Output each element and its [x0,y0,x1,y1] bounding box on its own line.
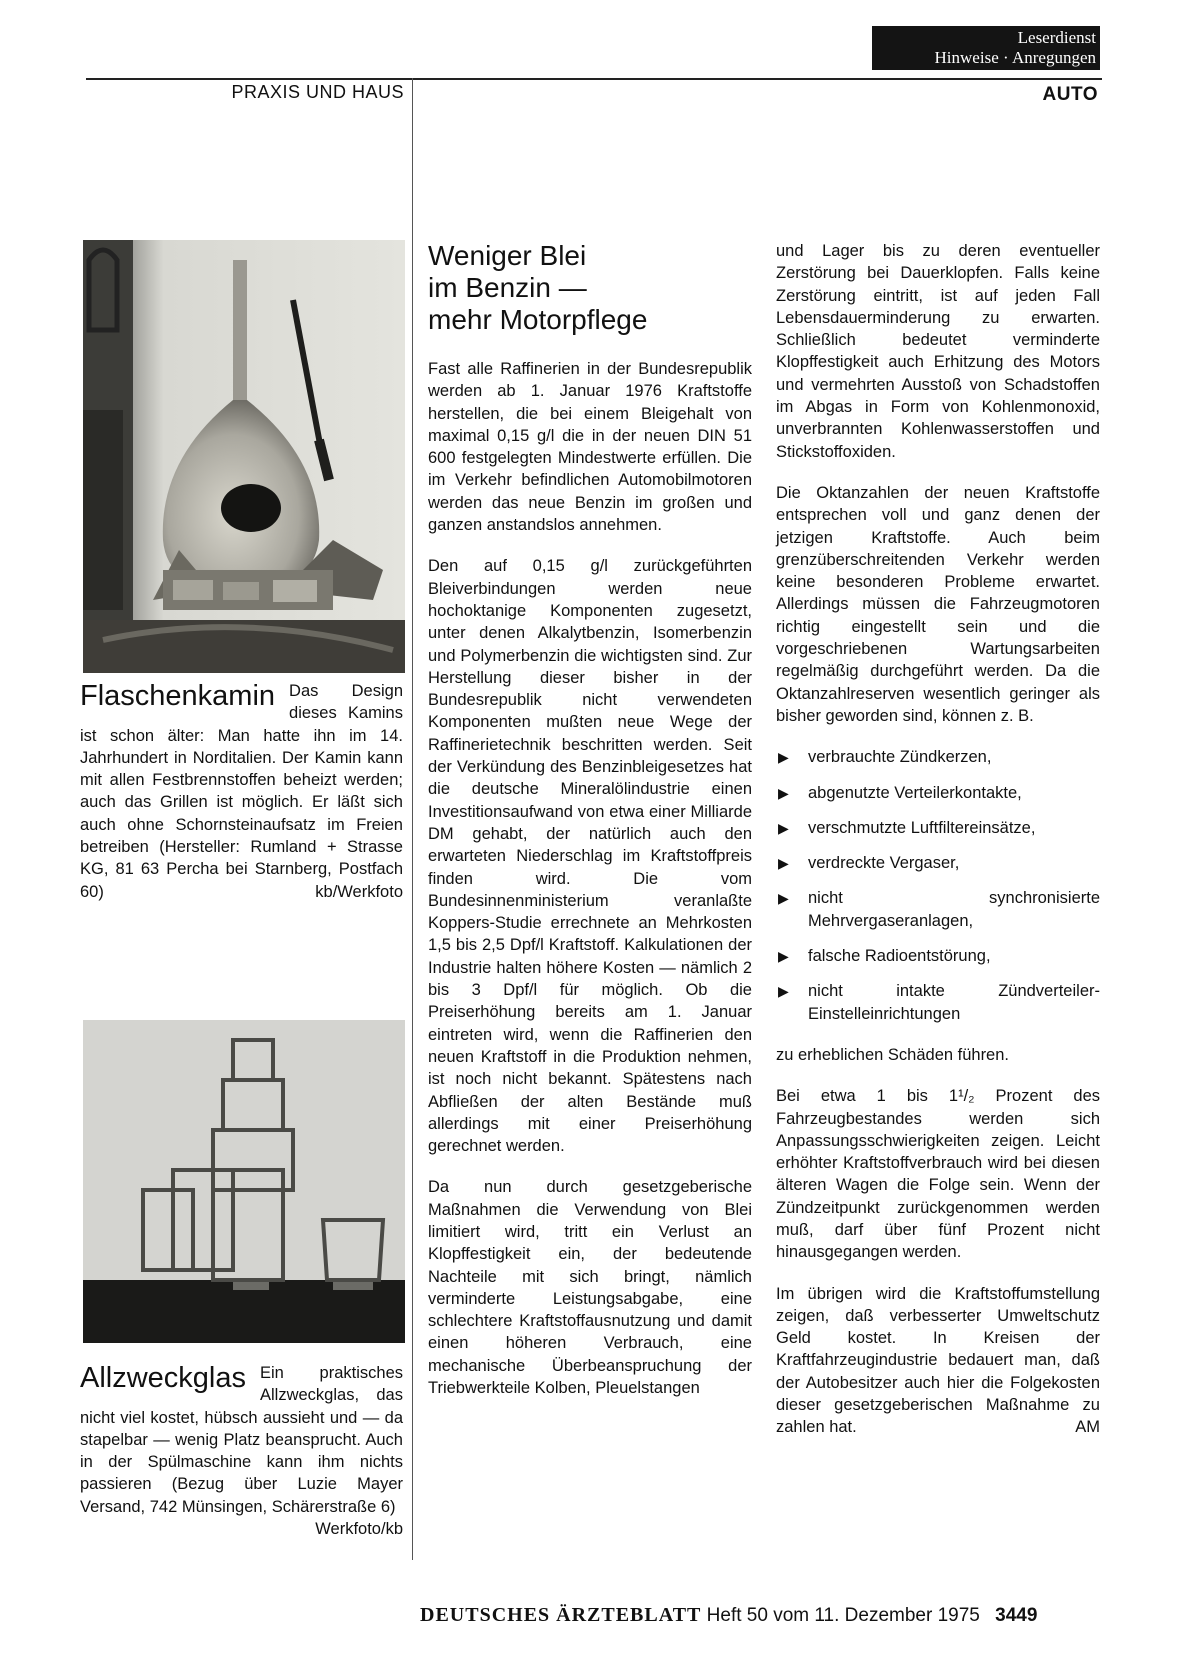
caption-glass-credit: Werkfoto/kb [315,1520,403,1539]
caption-glass-text: Ein praktisches Allzweckglas, das nicht viel kostet, hübsch aussieht und — da stapelbar — wenig Platz beansprucht. Auch in der Spülmaschine kann ihm nichts passieren (Bezug über Luzie Mayer Versand, 742 Münsingen, Schärerstraße 6) [80,1364,403,1516]
list-item: ▶ falsche Radioentstörung, [776,945,1100,967]
glasses-illustration [83,1020,405,1343]
caption-fireplace-text: Das Design dieses Kamins ist schon älter: Man hatte ihn im 14. Jahrhundert in Norditalien. Der Kamin kann mit allen Festbrennstoffen beheizt werden; auch das Grillen ist möglich. Er läßt sich auch ohne Schornsteinaufsatz im Freien betreiben (Hersteller: Rumland + Strasse KG, 81 63 Percha bei Starnberg, Postfach 60) [80,682,403,901]
section-right: AUTO [1042,84,1098,105]
list-item: ▶ nicht synchronisierte Mehrvergaseranlagen, [776,887,1100,932]
journal-name: DEUTSCHES ÄRZTEBLATT [420,1604,702,1626]
box-line-1: Leserdienst [1017,28,1096,47]
caption-glass-title: Allzweckglas [80,1362,246,1394]
article-paragraph [776,1283,1100,1439]
author-initials: AM [1075,1418,1100,1437]
page-footer [420,1604,1100,1627]
list-item: ▶ verbrauchte Zündkerzen, [776,746,1100,768]
article-column-1 [428,358,752,1399]
fireplace-photo [83,240,405,673]
article-paragraph: Da nun durch gesetzgeberische Maßnahmen die Verwendung von Blei limitiert wird, tritt ein Verlust an Klopffestigkeit ein, der bedeutende Nachteile mit sich bringt, nämlich verminderte Leistungsabgabe, eine schlechtere Kraftstoffausnutzung und damit einen höheren Verbrauch, eine mechanische Überbeanspruchung der Triebwerkteile Kolben, Pleuelstangen [428,1178,752,1398]
article-paragraph: Bei etwa 1 bis 1¹/₂ Prozent des Fahrzeugbestandes werden sich Anpassungsschwierigkeiten zeigen. Leicht erhöhter Kraftstoffverbrauch wird bei diesen älteren Wagen die Folge sein. Wenn der Zündzeitpunkt zurückgenommen werden muß, darf über fünf Prozent nicht hinausgegangen werden. [776,1087,1100,1262]
fireplace-illustration [83,240,405,673]
caption-fireplace-title: Flaschenkamin [80,680,276,712]
list-item: ▶ verschmutzte Luftfiltereinsätze, [776,817,1100,839]
caption-glass [80,1362,403,1540]
header-rule [86,78,1102,80]
glasses-photo [83,1020,405,1343]
article-title-line-2: im Benzin — [428,272,587,303]
article-paragraph: zu erheblichen Schäden führen. [776,1045,1009,1064]
article-paragraph: Den auf 0,15 g/l zurückgeführten Bleiverbindungen werden neue hochoktanige Komponenten zugesetzt, unter denen Alkalytbenzin, Isomerbenzin und Polymerbenzin die wichtigsten sind. Zur Herstellung dieser bisher in der Bundesrepublik nicht verwendeten Komponenten mußten neue Wege der Raffinerietechnik beschritten werden. Seit der Verkündung des Benzinbleigesetzes hat die deutsche Mineralölindustrie einen Investitionsaufwand von etwa einer Milliarde DM gehabt, der natürlich auch den erwarteten Niederschlag im Kraftstoffpreis finden wird. Die vom Bundesinnenministerium veranlaßte Koppers-Studie errechnete an Mehrkosten 1,5 bis 2,5 Dpf/l Kraftstoff. Kalkulationen der Industrie halten höhere Kosten — nämlich 2 bis 3 Dpf/l für möglich. Ob die Preiserhöhung bereits am 1. Januar eintreten wird, wenn die Raffinerien den neuen Kraftstoff in die Produktion nehmen, ist noch nicht bekannt. Spätestens nach Abfließen der alten Bestände muß allerdings mit einer Preiserhöhung gerechnet werden. [428,557,752,1156]
box-line-2: Hinweise · Anregungen [934,48,1096,67]
article-paragraph: Fast alle Raffinerien in der Bundesrepublik werden ab 1. Januar 1976 Kraftstoffe herstellen, die bei einem Bleigehalt von maximal 0,15 g/l die in der neuen DIN 51 600 festgelegten Mindestwerte erfüllen. Die im Verkehr befindlichen Automobilmotoren werden das neue Benzin im großen und ganzen anstandslos annehmen. [428,360,752,535]
article-title [428,240,748,336]
article-title-line-3: mehr Motorpflege [428,304,648,335]
leserdienst-box [872,26,1100,70]
article-paragraph: und Lager bis zu deren eventueller Zerstörung bei Dauerklopfen. Falls keine Zerstörung eintritt, ist auf jeden Fall Lebensdauerminderung zu erwarten. Schließlich bedeutet verminderte Klopffestigkeit auch Erhitzung des Motors und vermehrten Ausstoß von Schadstoffen im Abgas in Form von Kohlenmonoxid, unverbrannten Kohlenwasserstoffen und Stickstoffoxiden. [776,242,1100,461]
column-divider [412,78,413,1560]
article-column-2 [776,240,1100,1439]
section-left: PRAXIS UND HAUS [231,82,404,102]
list-item: ▶ verdreckte Vergaser, [776,852,1100,874]
page-number: 3449 [995,1605,1038,1626]
caption-fireplace-credit: kb/Werkfoto [315,882,403,901]
article-closing-text: Im übrigen wird die Kraftstoffumstellung zeigen, daß verbesserter Umweltschutz Geld kostet. In Kreisen der Kraftfahrzeugindustrie bedauert man, daß der Autobesitzer auch hier die Folgekosten dieser gesetzgeberischen Maßnahme zu zahlen hat. [776,1284,1100,1437]
damage-cause-list [776,746,1100,1025]
list-item: ▶ abgenutzte Verteilerkontakte, [776,782,1100,804]
article-paragraph: Die Oktanzahlen der neuen Kraftstoffe entsprechen voll und ganz denen der jetzigen Kraftstoffe. Auch beim grenzüberschreitenden Verkehr werden keine besonderen Probleme erwartet. Allerdings müssen die Fahrzeugmotoren richtig eingestellt sein und die vorgeschriebenen Wartungsarbeiten regelmäßig durchgeführt werden. Da die Oktanzahlreserven wesentlich geringer als bisher geworden sind, können z. B. [776,483,1100,725]
caption-fireplace [80,680,403,903]
issue-info: Heft 50 vom 11. Dezember 1975 [706,1605,980,1626]
list-item: ▶ nicht intakte Zündverteiler-Einstelleinrichtungen [776,980,1100,1025]
article-title-line-1: Weniger Blei [428,240,587,271]
